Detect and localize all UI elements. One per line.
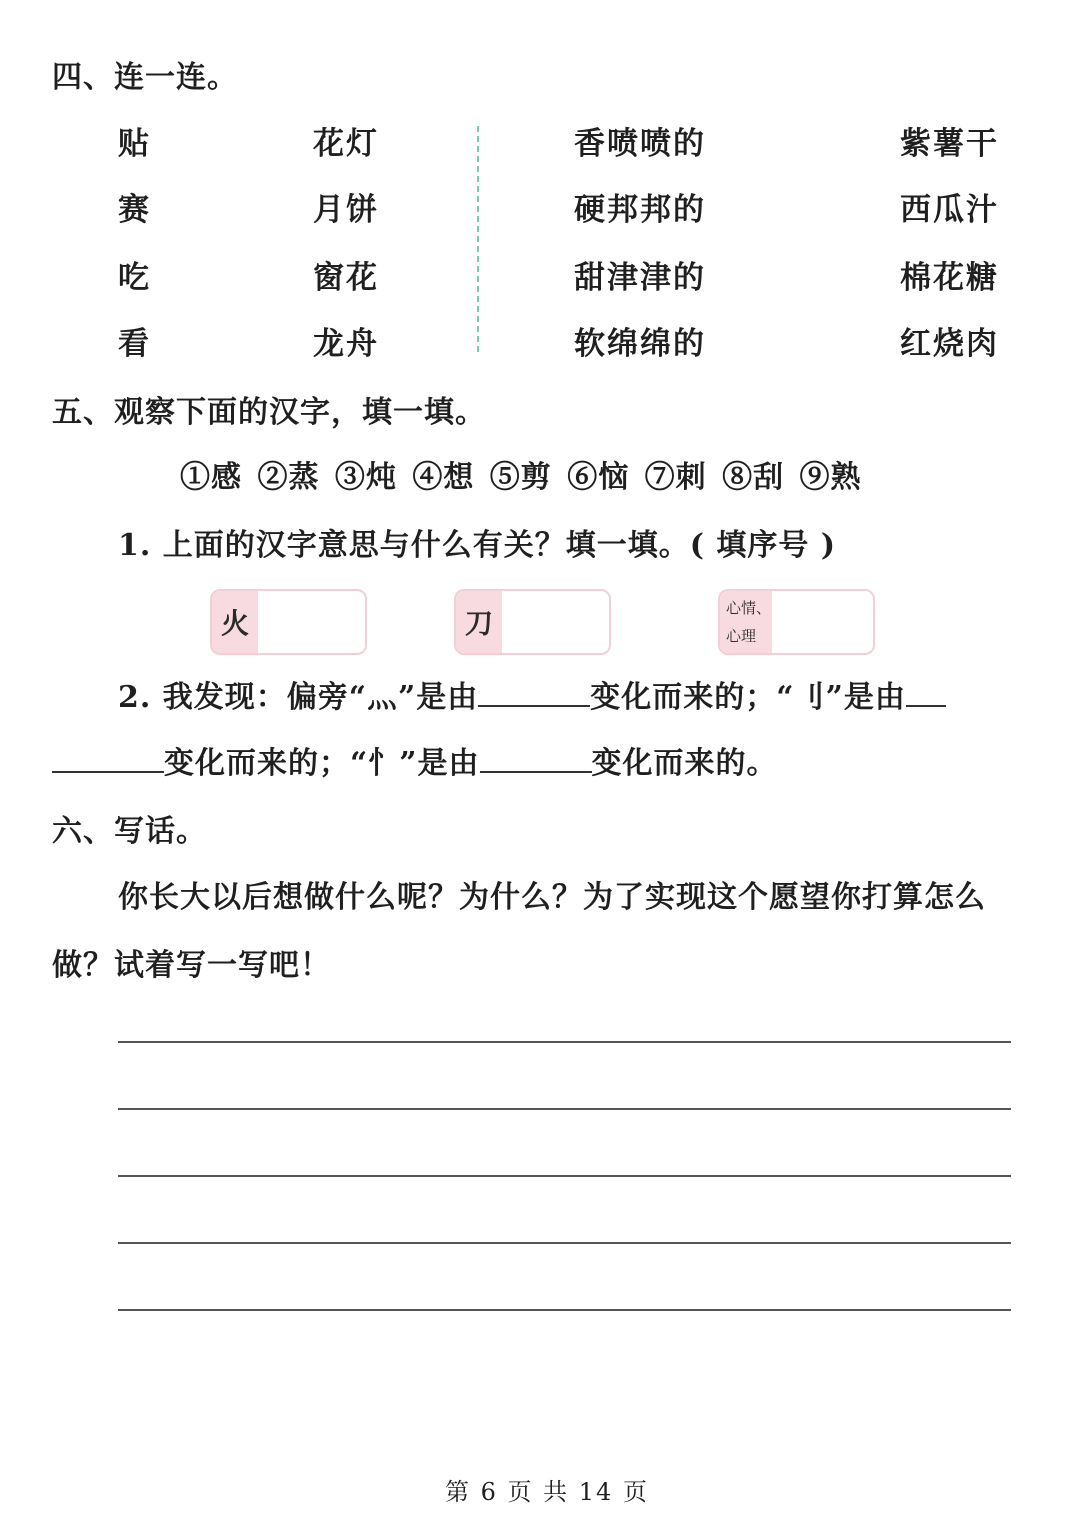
match-divider bbox=[477, 126, 479, 352]
writing-line-1[interactable] bbox=[118, 1041, 1011, 1043]
page-number: 第 6 页 共 14 页 bbox=[445, 1478, 649, 1506]
section4-title: 四、连一连。 bbox=[52, 60, 238, 95]
question-2-line2 bbox=[52, 738, 778, 782]
q2-text-g: 变化而来的。 bbox=[591, 746, 778, 781]
match-right-adj-3: 甜津津的 bbox=[574, 260, 706, 296]
match-left-noun-1: 花灯 bbox=[313, 126, 379, 162]
q2-text-f: ”是由 bbox=[399, 746, 480, 781]
match-left-verb-1: 贴 bbox=[118, 126, 151, 162]
q2-text-e: 变化而来的；“ bbox=[164, 746, 369, 781]
radical-fire: 灬 bbox=[367, 680, 399, 715]
blank-2a[interactable] bbox=[906, 675, 946, 707]
writing-prompt-line1: 你长大以后想做什么呢？为什么？为了实现这个愿望你打算怎么 bbox=[118, 880, 986, 915]
q2-text-b: ”是由 bbox=[398, 680, 479, 715]
question-1: 1. 上面的汉字意思与什么有关？填一填。( 填序号 ) bbox=[118, 528, 837, 563]
blank-2b[interactable] bbox=[52, 741, 164, 773]
blank-1[interactable] bbox=[478, 675, 590, 707]
q2-text-c: 变化而来的；“ bbox=[590, 680, 795, 715]
heart-label bbox=[720, 591, 772, 653]
section5-title: 五、观察下面的汉字，填一填。 bbox=[52, 395, 486, 430]
radical-heart: 忄 bbox=[368, 746, 400, 781]
question-2-line1 bbox=[118, 672, 946, 716]
q2-text-d: ”是由 bbox=[825, 680, 906, 715]
match-right-adj-4: 软绵绵的 bbox=[574, 326, 706, 362]
blank-3[interactable] bbox=[480, 741, 592, 773]
match-left-noun-2: 月饼 bbox=[313, 192, 379, 228]
match-right-food-2: 西瓜汁 bbox=[900, 192, 999, 228]
match-left-noun-3: 窗花 bbox=[313, 260, 379, 296]
match-right-food-3: 棉花糖 bbox=[900, 260, 999, 296]
match-left-verb-2: 赛 bbox=[118, 192, 151, 228]
fire-answer-box[interactable] bbox=[210, 589, 367, 655]
knife-label: 刀 bbox=[456, 591, 502, 653]
character-list: ①感 ②蒸 ③炖 ④想 ⑤剪 ⑥恼 ⑦刺 ⑧刮 ⑨熟 bbox=[180, 460, 862, 495]
match-right-food-4: 红烧肉 bbox=[900, 326, 999, 362]
heart-label-line1: 心情、 bbox=[726, 599, 772, 617]
heart-answer-box[interactable] bbox=[718, 589, 875, 655]
match-left-noun-4: 龙舟 bbox=[313, 326, 379, 362]
match-right-adj-2: 硬邦邦的 bbox=[574, 192, 706, 228]
match-left-verb-3: 吃 bbox=[118, 260, 151, 296]
radical-knife: 刂 bbox=[794, 680, 826, 715]
fire-label: 火 bbox=[212, 591, 258, 653]
writing-line-5[interactable] bbox=[118, 1309, 1011, 1311]
writing-line-4[interactable] bbox=[118, 1242, 1011, 1244]
match-right-adj-1: 香喷喷的 bbox=[574, 126, 706, 162]
writing-line-3[interactable] bbox=[118, 1175, 1011, 1177]
writing-line-2[interactable] bbox=[118, 1108, 1011, 1110]
match-left-verb-4: 看 bbox=[118, 326, 151, 362]
heart-label-line2: 心理 bbox=[726, 627, 757, 645]
knife-answer-box[interactable] bbox=[454, 589, 611, 655]
match-right-food-1: 紫薯干 bbox=[900, 126, 999, 162]
section6-title: 六、写话。 bbox=[52, 814, 207, 849]
writing-prompt-line2: 做？试着写一写吧！ bbox=[52, 948, 331, 983]
q2-text-a: 2. 我发现：偏旁“ bbox=[118, 680, 368, 715]
